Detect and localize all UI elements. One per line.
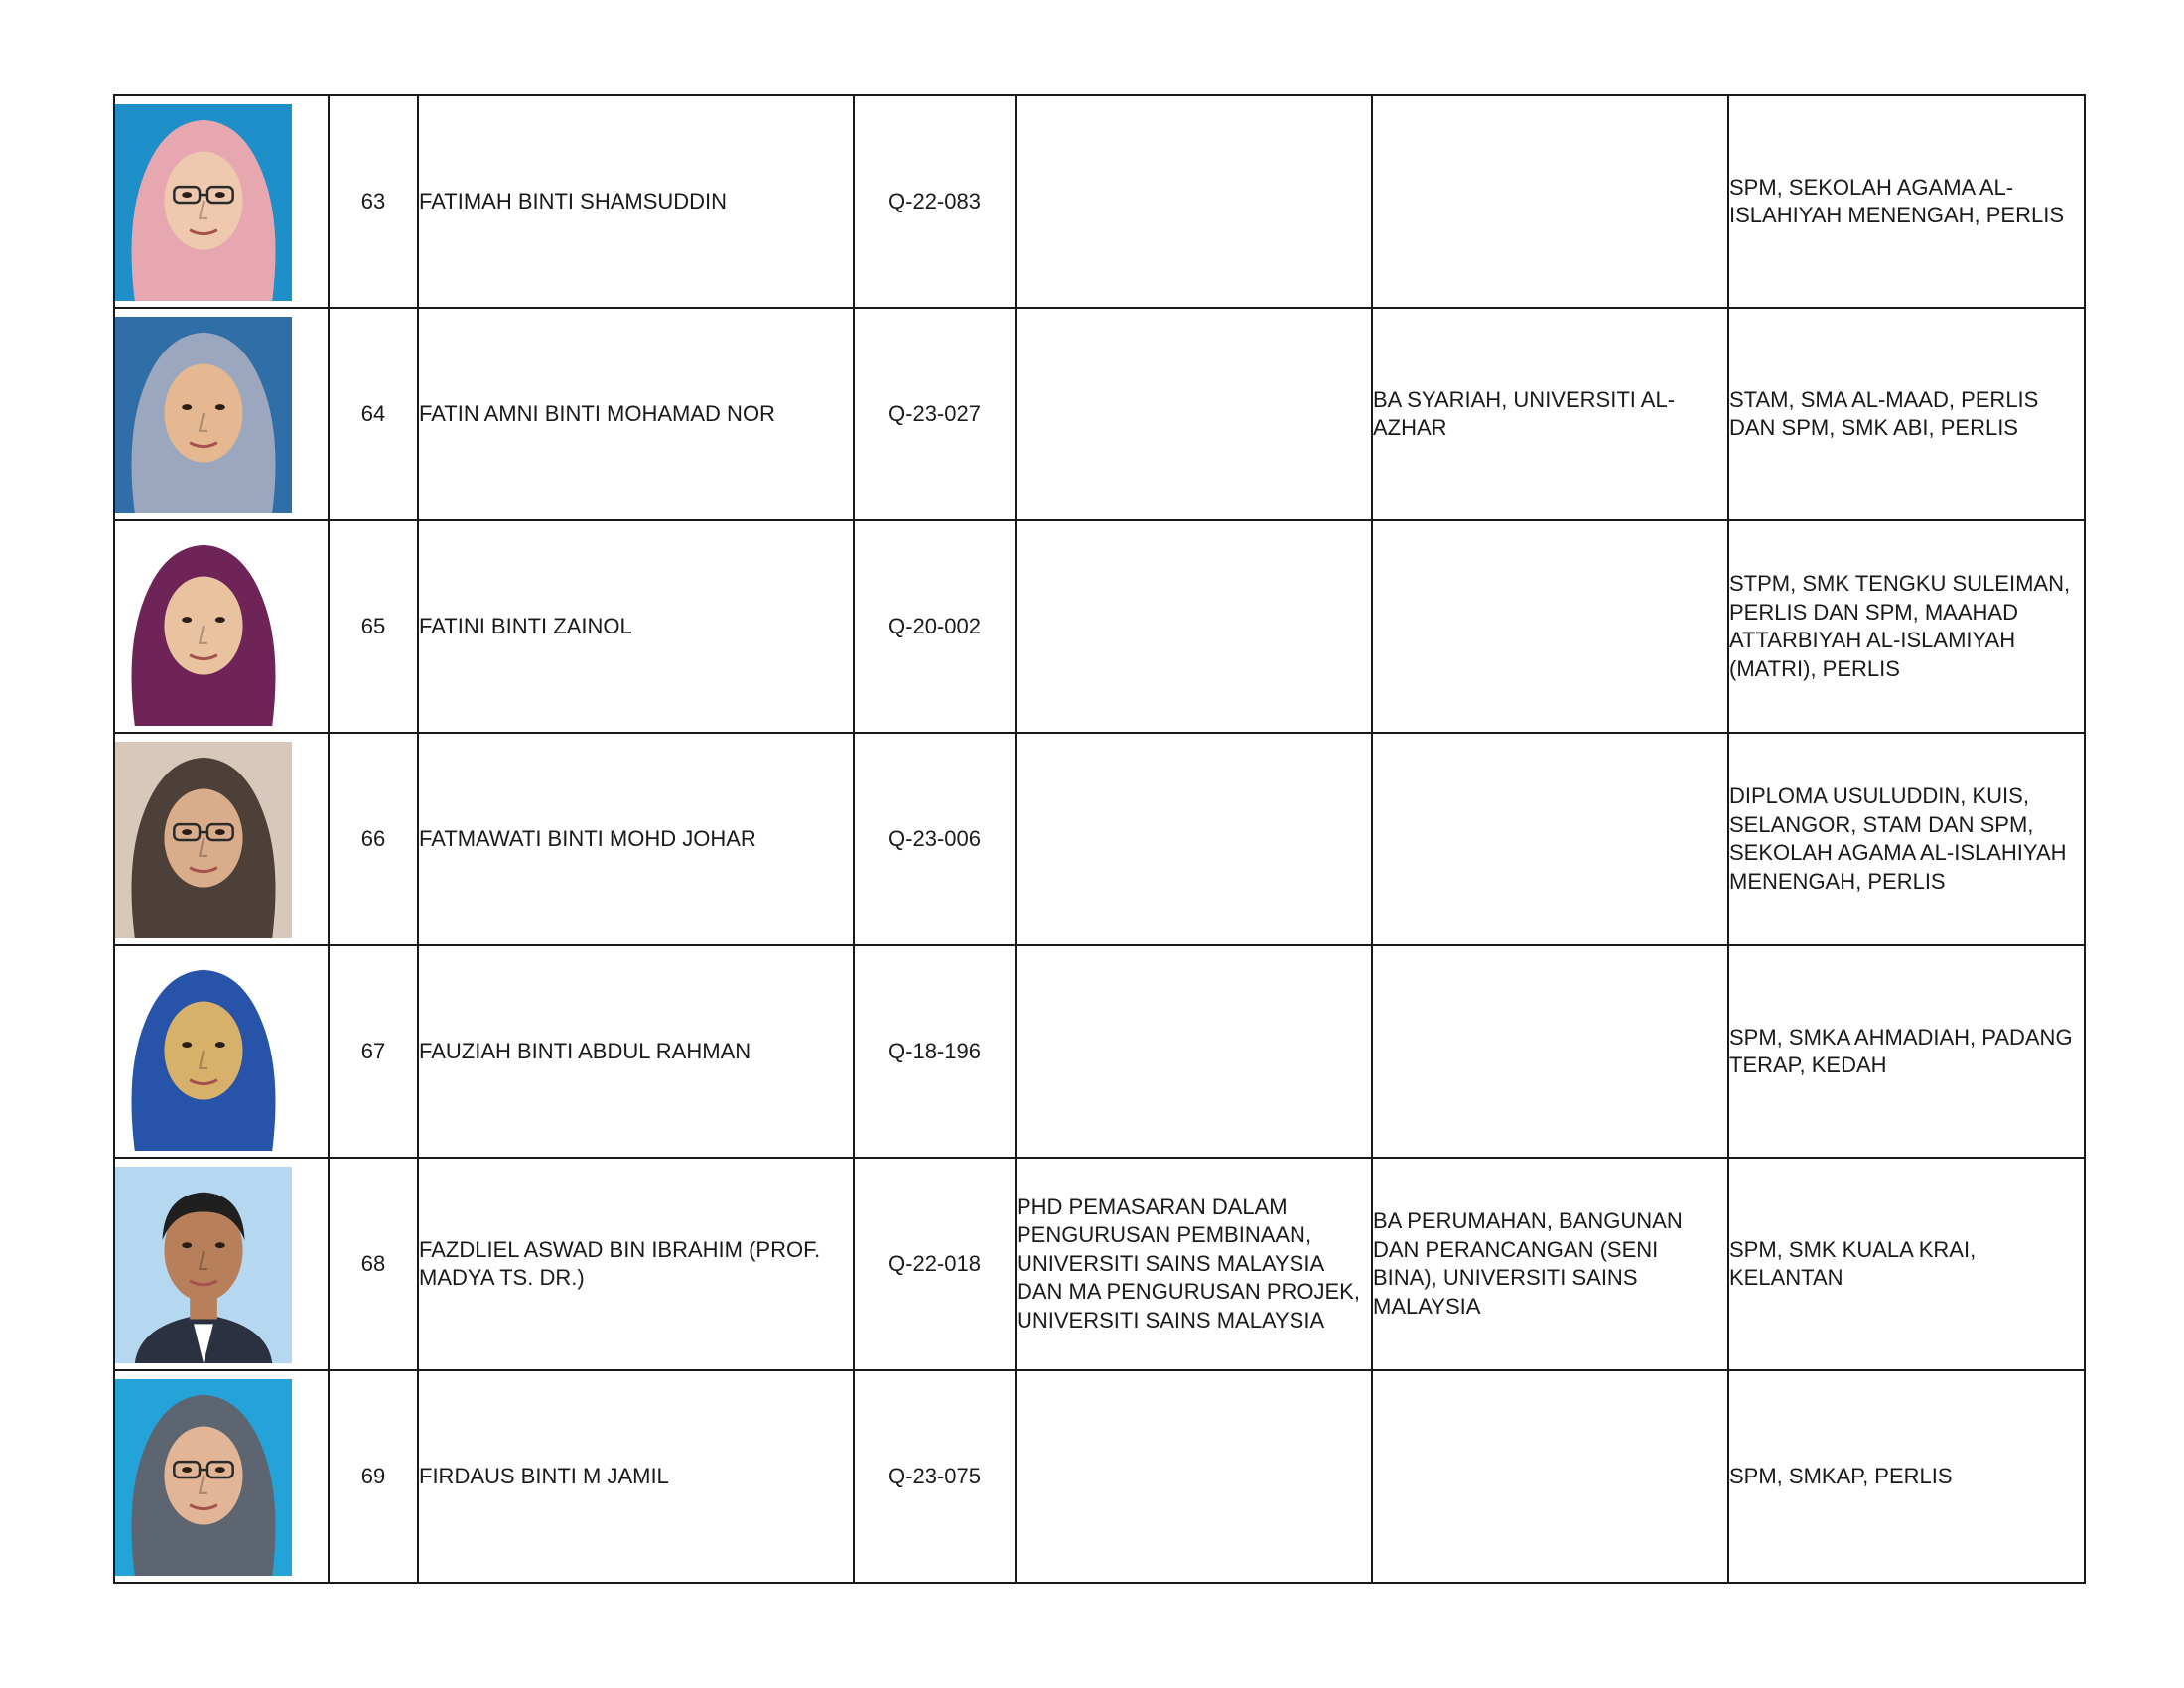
school-qualification: SPM, SMK KUALA KRAI, KELANTAN (1728, 1158, 2085, 1370)
table-row (114, 1370, 2085, 1583)
portrait-photo (115, 1379, 292, 1576)
row-number: 66 (329, 733, 418, 945)
postgrad-qualification (1016, 1370, 1372, 1583)
portrait-graphic (115, 1167, 292, 1363)
row-number: 63 (329, 95, 418, 308)
table-row (114, 95, 2085, 308)
postgrad-qualification: PHD PEMASARAN DALAM PENGURUSAN PEMBINAAN, UNIVERSITI SAINS MALAYSIA DAN MA PENGURUSAN PROJEK, UNIVERSITI SAINS MALAYSIA (1016, 1158, 1372, 1370)
member-name: FAUZIAH BINTI ABDUL RAHMAN (418, 945, 854, 1158)
school-qualification: STPM, SMK TENGKU SULEIMAN, PERLIS DAN SPM, MAAHAD ATTARBIYAH AL-ISLAMIYAH (MATRI), PERLIS (1728, 520, 2085, 733)
school-qualification: SPM, SEKOLAH AGAMA AL-ISLAHIYAH MENENGAH, PERLIS (1728, 95, 2085, 308)
degree-qualification: BA PERUMAHAN, BANGUNAN DAN PERANCANGAN (SENI BINA), UNIVERSITI SAINS MALAYSIA (1372, 1158, 1728, 1370)
member-name: FATMAWATI BINTI MOHD JOHAR (418, 733, 854, 945)
degree-qualification (1372, 520, 1728, 733)
portrait-photo (115, 317, 292, 513)
photo-cell (114, 733, 329, 945)
portrait-graphic (115, 317, 292, 513)
school-qualification: DIPLOMA USULUDDIN, KUIS, SELANGOR, STAM DAN SPM, SEKOLAH AGAMA AL-ISLAHIYAH MENENGAH, PERLIS (1728, 733, 2085, 945)
portrait-photo (115, 1167, 292, 1363)
portrait-photo (115, 742, 292, 938)
member-id: Q-22-018 (854, 1158, 1016, 1370)
photo-cell (114, 945, 329, 1158)
member-name: FATIN AMNI BINTI MOHAMAD NOR (418, 308, 854, 520)
member-name: FATIMAH BINTI SHAMSUDDIN (418, 95, 854, 308)
member-id: Q-22-083 (854, 95, 1016, 308)
portrait-photo (115, 104, 292, 301)
portrait-graphic (115, 1379, 292, 1576)
school-qualification: STAM, SMA AL-MAAD, PERLIS DAN SPM, SMK ABI, PERLIS (1728, 308, 2085, 520)
member-id: Q-20-002 (854, 520, 1016, 733)
degree-qualification (1372, 945, 1728, 1158)
row-number: 67 (329, 945, 418, 1158)
table-row (114, 733, 2085, 945)
degree-qualification (1372, 1370, 1728, 1583)
portrait-graphic (115, 104, 292, 301)
table-row (114, 1158, 2085, 1370)
postgrad-qualification (1016, 945, 1372, 1158)
member-name: FAZDLIEL ASWAD BIN IBRAHIM (PROF. MADYA TS. DR.) (418, 1158, 854, 1370)
photo-cell (114, 1158, 329, 1370)
portrait-photo (115, 529, 292, 726)
member-id: Q-18-196 (854, 945, 1016, 1158)
degree-qualification (1372, 733, 1728, 945)
school-qualification: SPM, SMKAP, PERLIS (1728, 1370, 2085, 1583)
row-number: 68 (329, 1158, 418, 1370)
postgrad-qualification (1016, 520, 1372, 733)
row-number: 64 (329, 308, 418, 520)
table-row (114, 520, 2085, 733)
portrait-photo (115, 954, 292, 1151)
row-number: 69 (329, 1370, 418, 1583)
table-row (114, 308, 2085, 520)
portrait-graphic (115, 742, 292, 938)
portrait-graphic (115, 954, 292, 1151)
member-name: FIRDAUS BINTI M JAMIL (418, 1370, 854, 1583)
photo-cell (114, 1370, 329, 1583)
school-qualification: SPM, SMKA AHMADIAH, PADANG TERAP, KEDAH (1728, 945, 2085, 1158)
roster-table (113, 94, 2086, 1584)
member-id: Q-23-006 (854, 733, 1016, 945)
table-row (114, 945, 2085, 1158)
postgrad-qualification (1016, 733, 1372, 945)
degree-qualification: BA SYARIAH, UNIVERSITI AL-AZHAR (1372, 308, 1728, 520)
row-number: 65 (329, 520, 418, 733)
photo-cell (114, 520, 329, 733)
member-id: Q-23-075 (854, 1370, 1016, 1583)
photo-cell (114, 308, 329, 520)
photo-cell (114, 95, 329, 308)
postgrad-qualification (1016, 95, 1372, 308)
degree-qualification (1372, 95, 1728, 308)
member-name: FATINI BINTI ZAINOL (418, 520, 854, 733)
member-id: Q-23-027 (854, 308, 1016, 520)
portrait-graphic (115, 529, 292, 726)
postgrad-qualification (1016, 308, 1372, 520)
